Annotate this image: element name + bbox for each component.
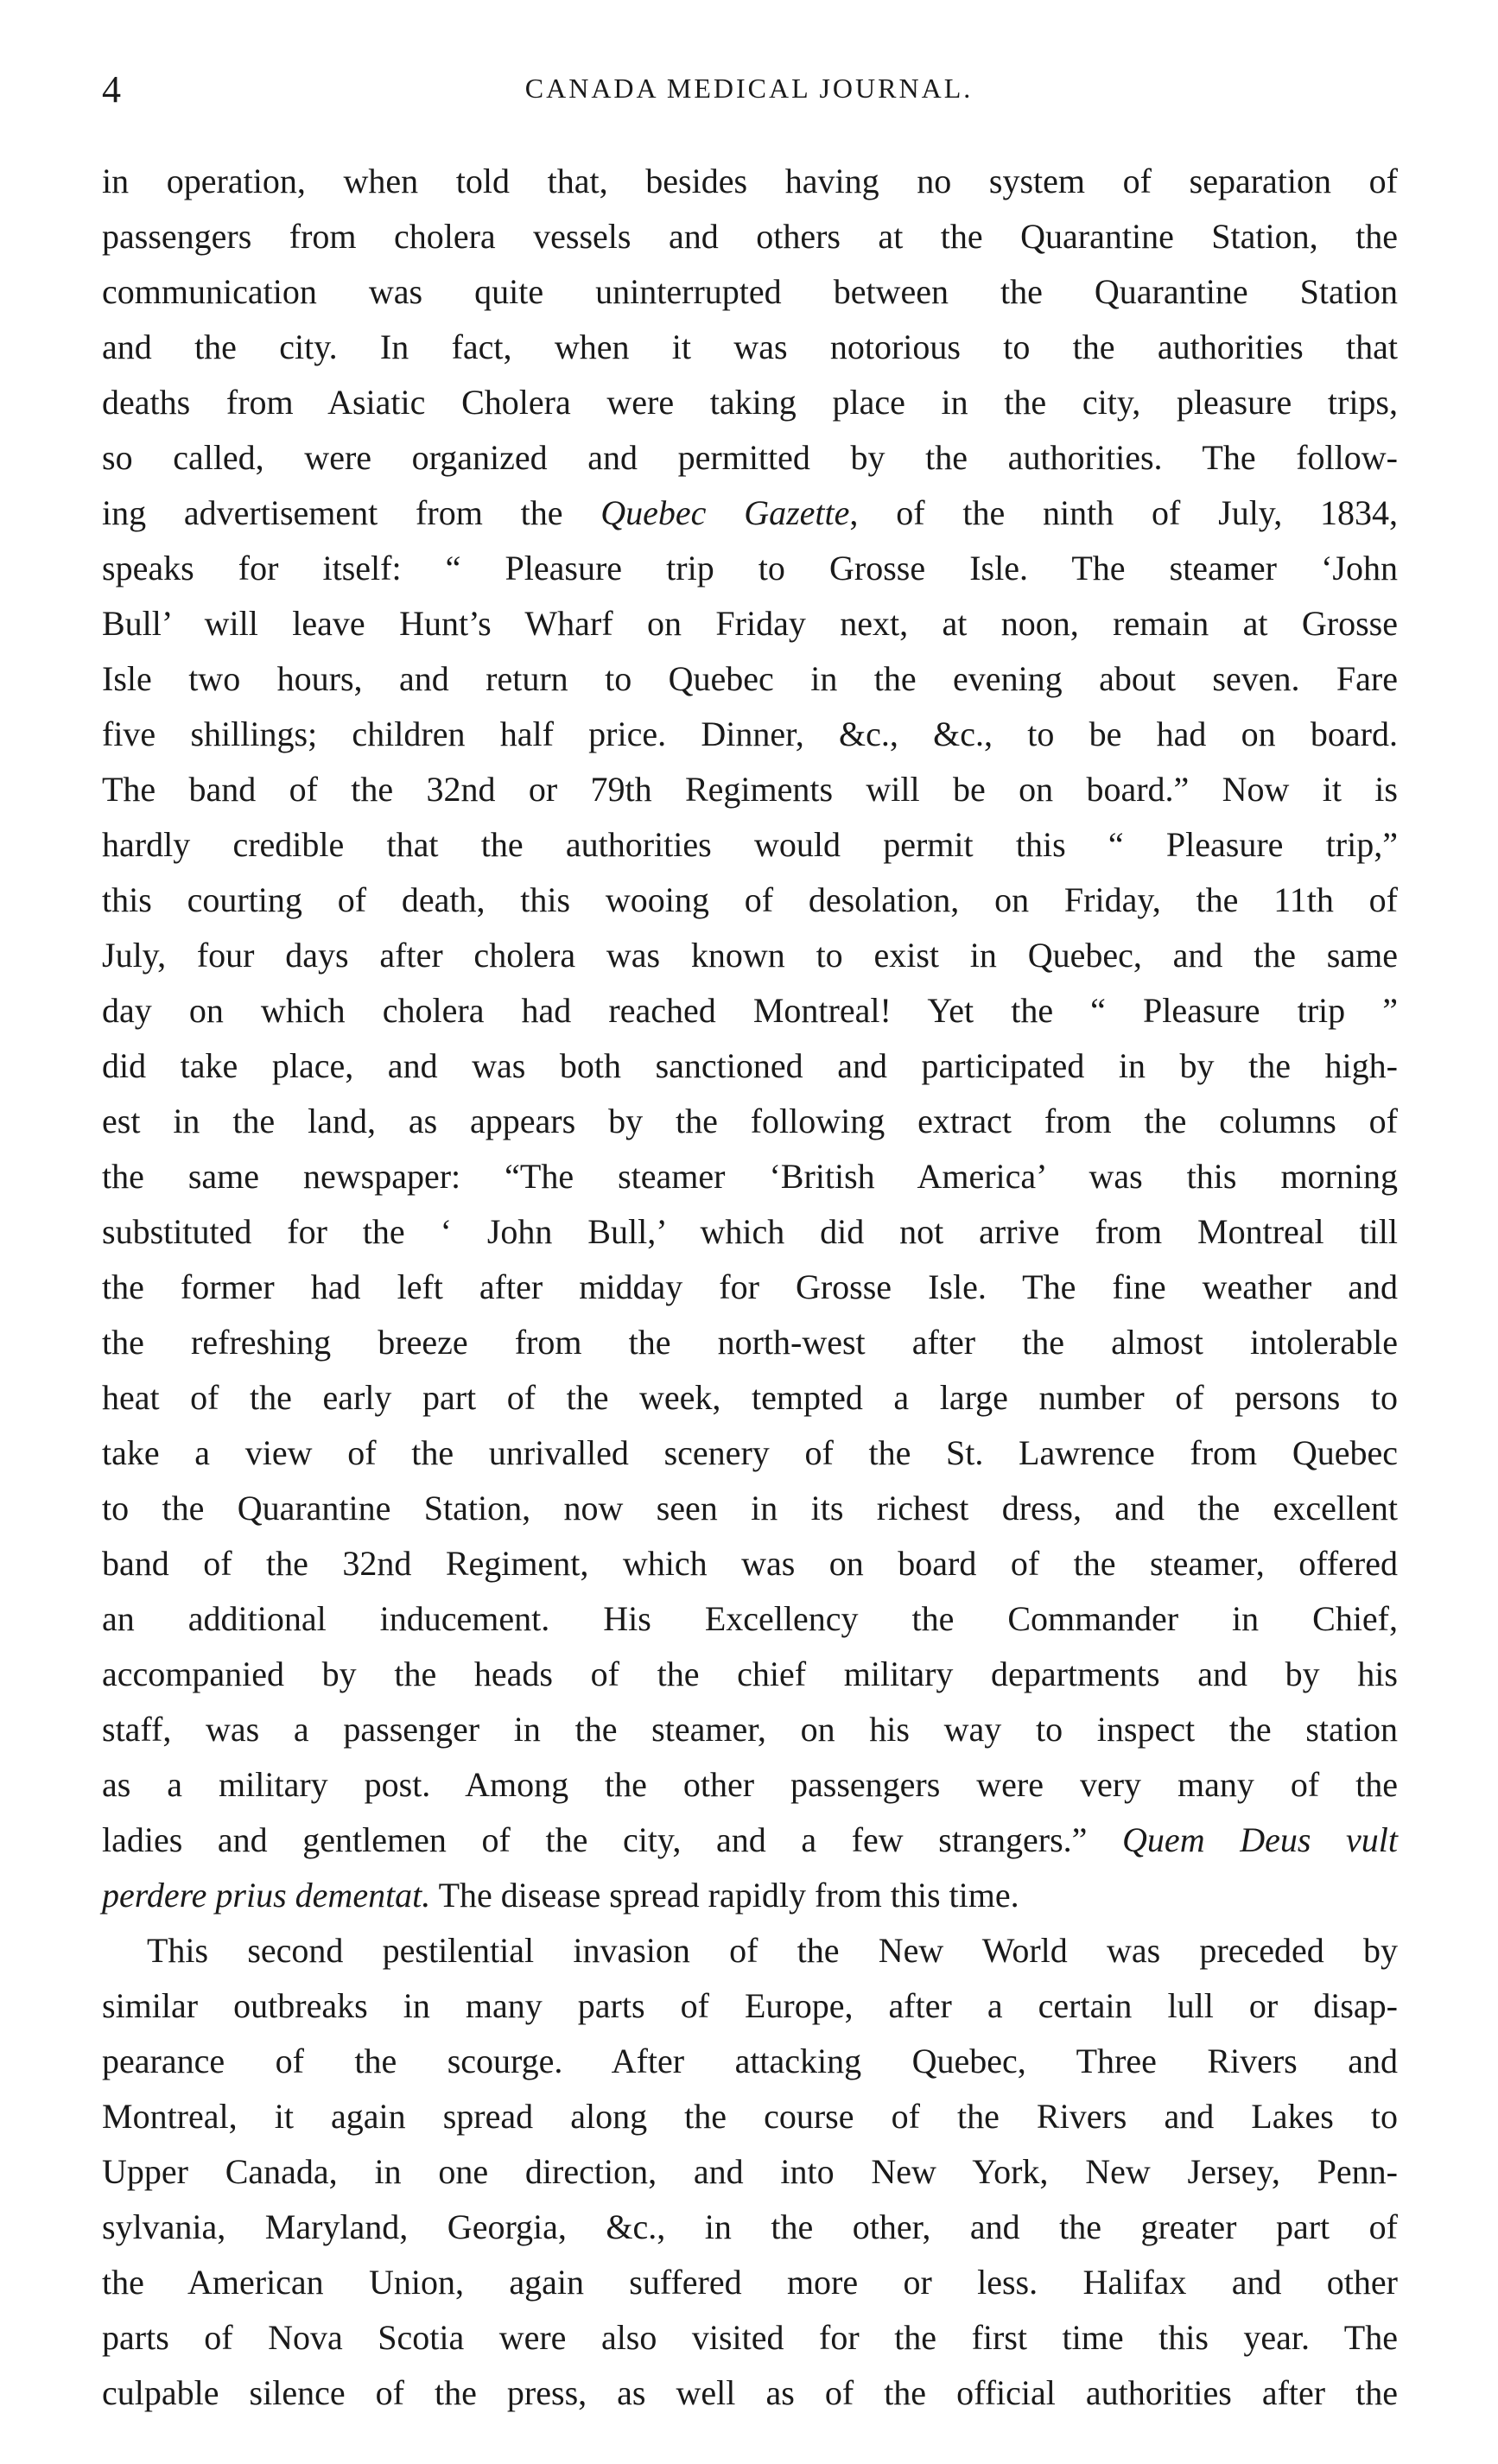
paragraph-1 [102,154,1398,1923]
text-line: this courting of death, this wooing of desolation, on Friday, the 11th of [102,880,1398,919]
text-segment: The disease spread rapidly from this time. [430,1876,1019,1915]
text-line: in operation, when told that, besides having no system of separation of [102,162,1398,200]
text-line: Bull’ will leave Hunt’s Wharf on Friday next, at noon, remain at Grosse [102,604,1398,643]
paragraph-2 [102,1923,1398,2421]
text-segment: , of the ninth of July, 1834, [849,493,1399,532]
text-line: Montreal, it again spread along the course of the Rivers and Lakes to [102,2097,1398,2136]
text-line: day on which cholera had reached Montreal! Yet the “ Pleasure trip ” [102,991,1398,1030]
text-line: five shillings; children half price. Dinner, &c., &c., to be had on board. [102,714,1398,753]
text-line: and the city. In fact, when it was notorious to the authorities that [102,327,1398,366]
text-line: est in the land, as appears by the following extract from the columns of [102,1102,1398,1140]
text-line: the refreshing breeze from the north-west after the almost intolerable [102,1323,1398,1362]
body-text [102,154,1398,2421]
italic-segment: perdere prius dementat. [102,1876,431,1915]
text-line: substituted for the ‘ John Bull,’ which did not arrive from Montreal till [102,1212,1398,1251]
text-line: parts of Nova Scotia were also visited for the first time this year. The [102,2318,1398,2357]
text-line: The band of the 32nd or 79th Regiments will be on board.” Now it is [102,770,1398,809]
journal-title: CANADA MEDICAL JOURNAL. [524,73,974,104]
text-line: take a view of the unrivalled scenery of the St. Lawrence from Quebec [102,1433,1398,1472]
italic-segment: Quem Deus vult [1122,1820,1399,1859]
text-line: similar outbreaks in many parts of Europe, after a certain lull or disap- [102,1986,1398,2025]
text-line: as a military post. Among the other passengers were very many of the [102,1765,1398,1804]
running-head [102,67,1396,119]
text-line: Upper Canada, in one direction, and into New York, New Jersey, Penn- [102,2152,1398,2191]
text-line: staff, was a passenger in the steamer, on his way to inspect the station [102,1710,1398,1749]
text-line: did take place, and was both sanctioned and participated in by the high- [102,1046,1398,1085]
text-line: accompanied by the heads of the chief military departments and by his [102,1654,1398,1693]
text-line: the same newspaper: “The steamer ‘British America’ was this morning [102,1157,1398,1196]
text-line [102,1868,1398,1923]
text-line: speaks for itself: “ Pleasure trip to Grosse Isle. The steamer ‘John [102,549,1398,587]
text-line: July, four days after cholera was known to exist in Quebec, and the same [102,936,1398,975]
text-line: passengers from cholera vessels and others at the Quarantine Station, the [102,217,1398,256]
text-line [102,1813,1398,1868]
text-line: This second pestilential invasion of the New World was preceded by [147,1931,1398,1970]
text-line: to the Quarantine Station, now seen in its richest dress, and the excellent [102,1489,1398,1527]
text-line: band of the 32nd Regiment, which was on board of the steamer, offered [102,1544,1398,1583]
text-line: sylvania, Maryland, Georgia, &c., in the other, and the greater part of [102,2207,1398,2246]
text-line: deaths from Asiatic Cholera were taking place in the city, pleasure trips, [102,383,1398,422]
text-line: heat of the early part of the week, tempted a large number of persons to [102,1378,1398,1417]
text-line [102,486,1398,541]
text-line: Isle two hours, and return to Quebec in the evening about seven. Fare [102,659,1398,698]
page-number: 4 [102,68,121,111]
text-segment: ladies and gentlemen of the city, and a few strangers.” [102,1820,1123,1859]
italic-segment: Quebec Gazette [600,493,850,532]
text-line: culpable silence of the press, as well as of the official authorities after the [102,2373,1398,2412]
text-line: the former had left after midday for Grosse Isle. The fine weather and [102,1267,1398,1306]
text-line: an additional inducement. His Excellency the Commander in Chief, [102,1599,1398,1638]
text-line: communication was quite uninterrupted between the Quarantine Station [102,272,1398,311]
text-line: pearance of the scourge. After attacking Quebec, Three Rivers and [102,2042,1398,2080]
text-segment: ing advertisement from the [102,493,601,532]
text-line: the American Union, again suffered more or less. Halifax and other [102,2263,1398,2302]
text-line: hardly credible that the authorities would permit this “ Pleasure trip,” [102,825,1398,864]
text-line: so called, were organized and permitted by the authorities. The follow- [102,438,1398,477]
